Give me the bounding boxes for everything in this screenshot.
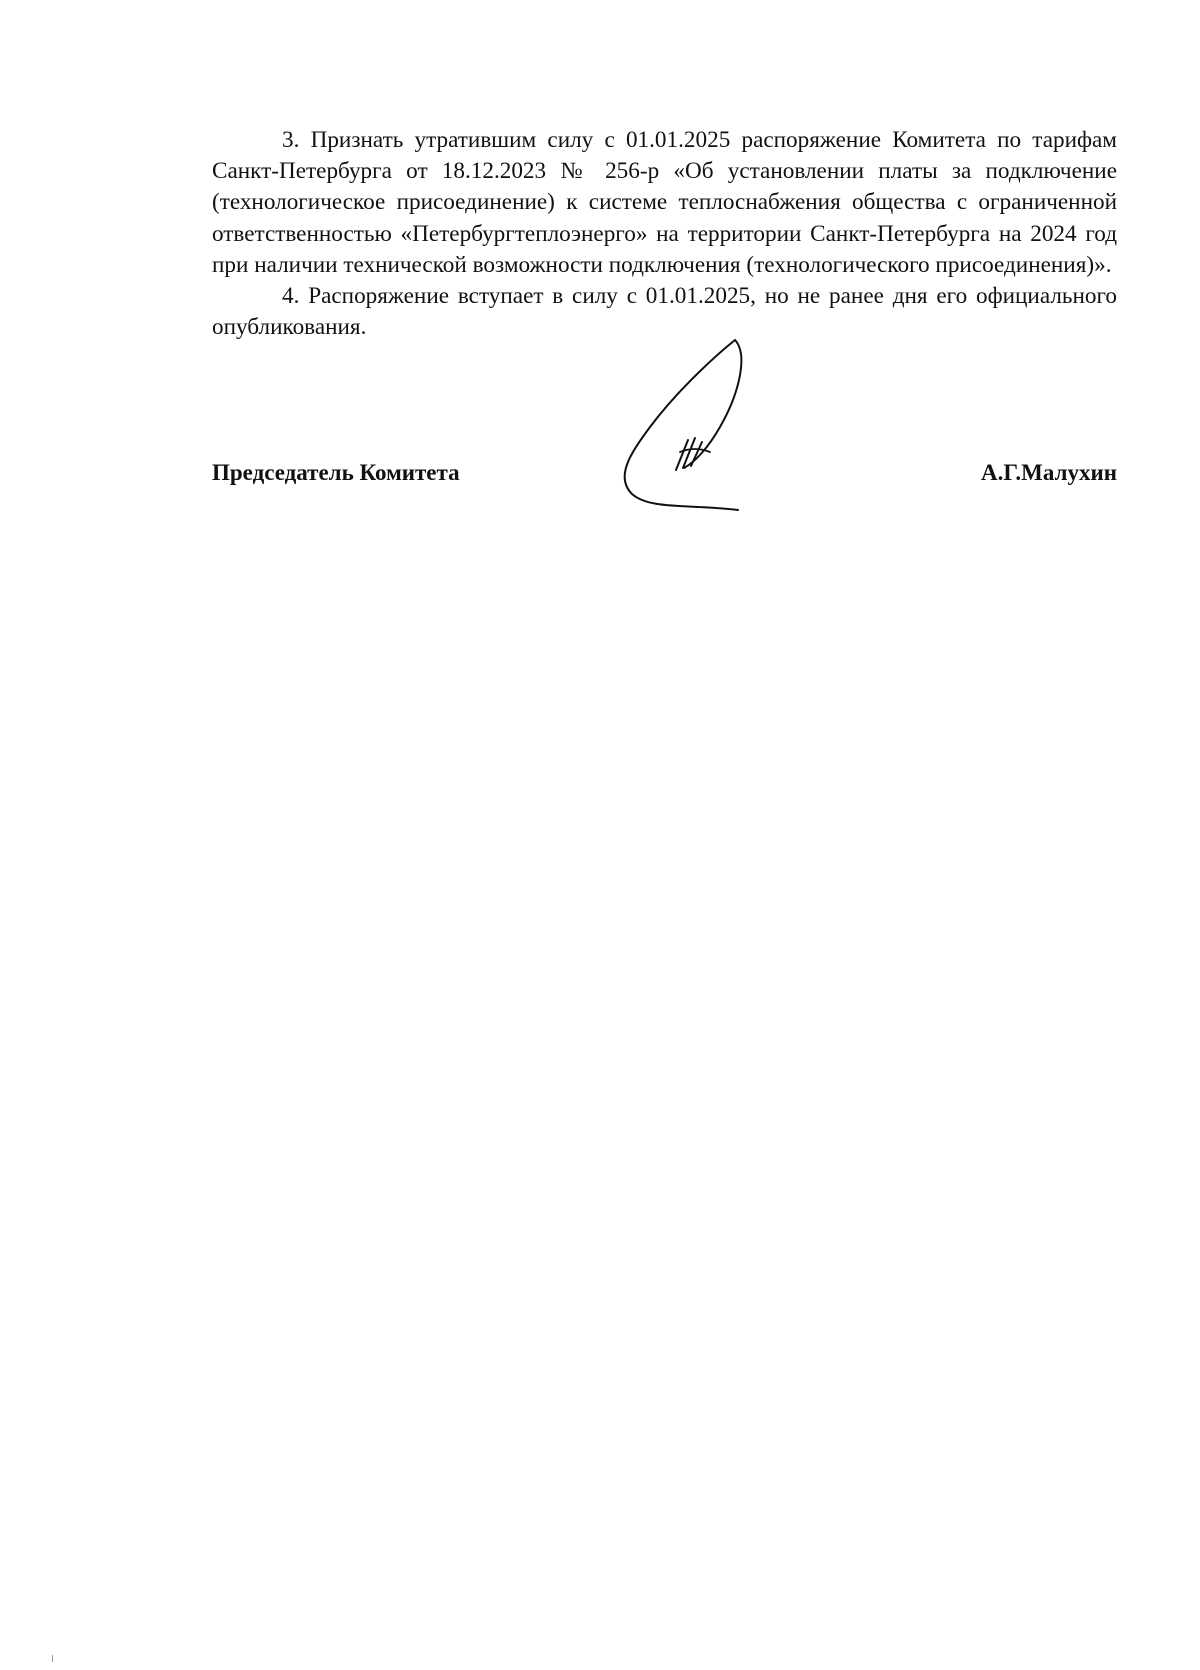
document-body (212, 125, 1117, 343)
scan-artifact (52, 1655, 53, 1662)
paragraph-3: 3. Признать утратившим силу с 01.01.2025 распоряжение Комитета по тарифам Санкт-Петербурга от 18.12.2023 № 256-р «Об установлении платы за подключение (технологическое присоединение) к системе теплоснабжения общества с ограниченной ответственностью «Петербургтеплоэнерго» на территории Санкт-Петербурга на 2024 год при наличии технической возможности подключения (технологического присоединения)». (212, 127, 1117, 278)
signatory-name: А.Г.Малухин (981, 460, 1117, 485)
handwritten-signature (620, 332, 790, 542)
signatory-position: Председатель Комитета (212, 460, 460, 485)
paragraph-4: 4. Распоряжение вступает в силу с 01.01.2025, но не ранее дня его официального опубликования. (212, 283, 1117, 341)
